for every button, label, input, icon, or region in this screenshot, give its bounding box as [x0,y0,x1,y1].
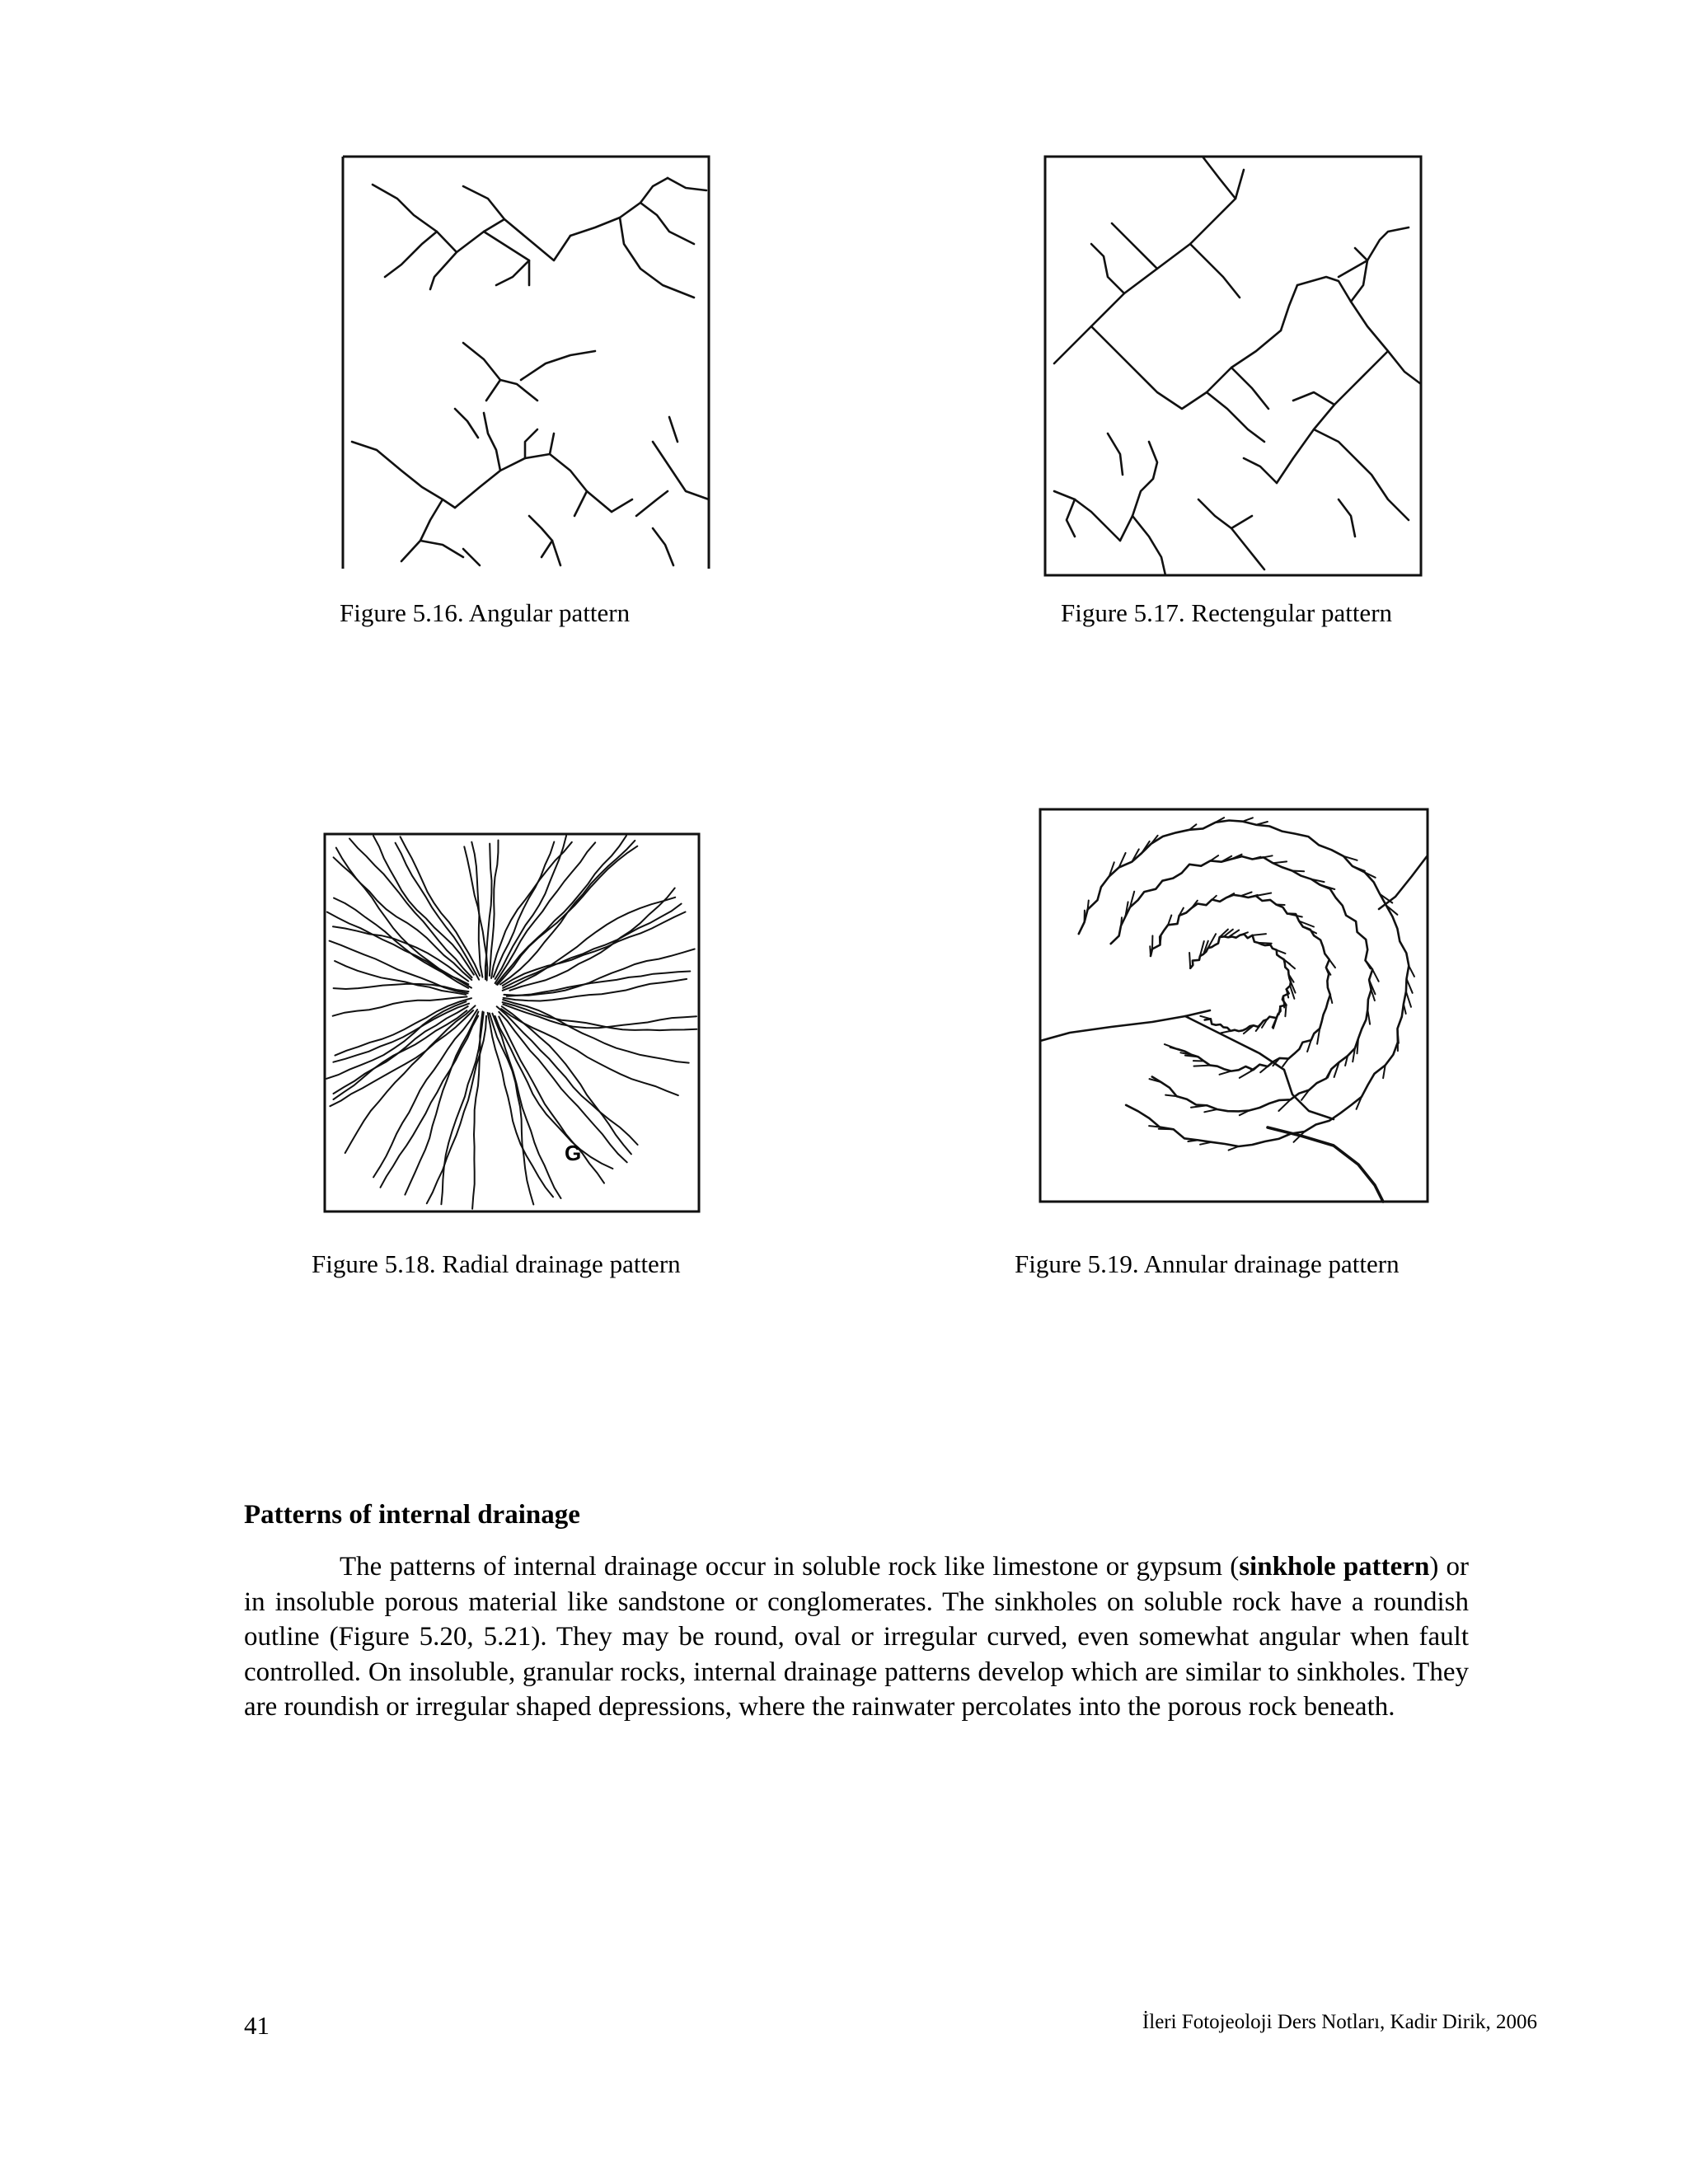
drainage-channel [494,842,555,977]
tributary [1285,1005,1286,1017]
drainage-channel [336,848,471,988]
rectangular-pattern-diagram [1042,153,1424,579]
drainage-channel [334,857,472,980]
annular-channel [1111,856,1373,1111]
bold-term: pattern [1343,1552,1430,1582]
drainage-channel [495,836,566,979]
drainage-channel [427,1016,486,1203]
drainage-channel [503,1002,697,1030]
tributary [1240,1070,1254,1078]
tributary [1372,969,1379,981]
tributary [1260,1066,1268,1072]
drainage-channel [498,846,638,985]
drainage-channel [373,836,474,974]
tributary [1168,916,1171,926]
annular-pattern-diagram [1037,806,1431,1205]
figure-angular-pattern [340,153,712,572]
section-heading: Patterns of internal drainage [244,1500,580,1530]
radial-pattern-diagram [321,831,702,1215]
annular-channel [1079,821,1409,1147]
drainage-channel [492,1014,560,1198]
figure-caption: Figure 5.16. Angular pattern [340,598,631,627]
tributary [1221,1031,1231,1033]
bold-term: sinkhole [1239,1552,1336,1582]
tributary [1329,959,1335,968]
figure-annular-pattern [1037,806,1431,1205]
tributary [1253,934,1267,935]
drainage-channel [373,1010,477,1177]
angular-pattern-diagram [340,153,712,572]
drainage-channel [472,1011,482,1208]
figure-caption: Figure 5.17. Rectengular pattern [1061,598,1393,627]
figure-caption: Figure 5.19. Annular drainage pattern [1015,1249,1400,1278]
drainage-channel [497,1006,638,1145]
figure-rectangular-pattern [1042,153,1424,579]
tributary [1409,966,1414,977]
drainage-channel [503,1000,689,1063]
drainage-channel [471,842,482,977]
figure-radial-pattern [321,831,702,1215]
tributary [1282,1059,1288,1066]
drainage-channel [333,926,468,981]
paragraph-text: ) or in insoluble porous material like sandstone or conglomerates. The sinkholes on soluble rock have a roundish outline (Figure 5.20, 5.21). They may be round, oval or irregular curved, even somewhat angular when fault controlled. On insoluble, granular rocks, internal drainage patterns develop which are similar to sinkholes. They are roundish or irregular shaped depressions, where the rainwater percolates into the porous rock beneath. [244,1552,1470,1722]
drainage-channel [335,961,466,995]
map-label-g: G [565,1141,582,1165]
drainage-channel [441,1012,483,1204]
drainage-channel [499,1017,604,1183]
drainage-channel [334,984,469,991]
paragraph-text: The patterns of internal drainage occur in soluble rock like limestone or gypsum ( [340,1552,1240,1582]
footer-source: İleri Fotojeoloji Ders Notları, Kadir Dirik, 2006 [1142,2011,1537,2033]
tributary [1406,991,1411,1007]
drainage-channel [334,1010,467,1099]
page-number: 41 [244,2011,270,2040]
body-paragraph [244,1549,1469,1725]
tributary [1278,1099,1290,1111]
figure-caption: Figure 5.18. Radial drainage pattern [312,1249,681,1278]
tributary [1189,953,1190,968]
